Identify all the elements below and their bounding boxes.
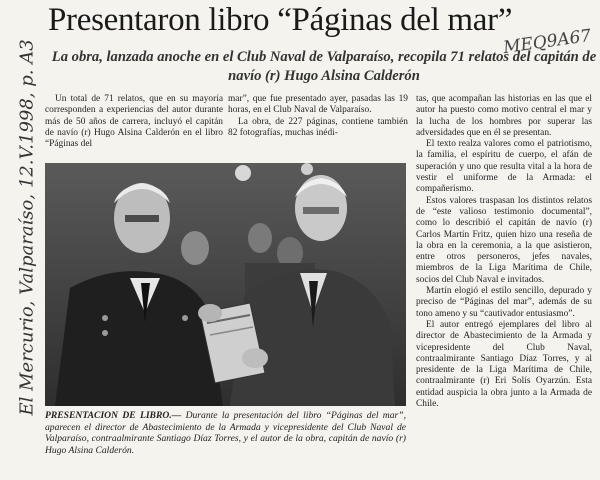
body-paragraph: Un total de 71 relatos, que en su mayoría corresponden a experiencias del autor durante más de 50 años de carrera, incluyó el capitán de navío (r) Hugo Alsina Calderón en el libro “Páginas del (45, 94, 223, 150)
body-paragraph: Estos valores traspasan los distintos relatos de “este valioso testimonio documental”, como lo describió el capitán de navío (r) Carlos Martín Fritz, quien hizo una reseña de la obra en la ceremonia, a la que asistieron, entre otros personeros, jefes navales, miembros de la Liga Marítima de Chile, socios del Club Naval e invitados. (416, 195, 592, 285)
headline: Presentaron libro “Páginas del mar” (48, 2, 513, 38)
body-paragraph: El autor entregó ejemplares del libro al director de Abastecimiento de la Armada y vicepresidente del Club Naval, contraalmirante Santiago Díaz Torres, y al presidente de la Liga Marítima de Chile, contraalmirante (r) Eri Solís Oyarzún. Esta entidad auspicia la obra junto a la Armada de Chile. (416, 319, 592, 410)
handwritten-source-note: El Mercurio, Valparaíso, 12.V.1998, p. A3 (16, 39, 38, 416)
photo-illustration (45, 163, 406, 406)
subheadline: La obra, lanzada anoche en el Club Naval de Valparaíso, recopila 71 relatos del capitán de navío (r) Hugo Alsina Calderón (51, 49, 597, 84)
body-paragraph: tas, que acompañan las historias en las que el autor ha puesto como motivo central el mar y la lucha de los hombres por superar las adversidades que en él se presentan. (416, 94, 592, 138)
body-paragraph: mar”, que fue presentado ayer, pasadas las 19 horas, en el Club Naval de Valparaíso. (228, 94, 408, 116)
column-2 (228, 94, 408, 139)
handwritten-date: MEQ9A67 (502, 25, 593, 59)
column-3 (416, 94, 592, 410)
column-1 (45, 94, 223, 150)
photo-caption (45, 410, 406, 456)
body-paragraph: El texto realza valores como el patriotismo, la familia, el espíritu de cuerpo, el afán de superación y uno que resulta vital a la hora de vestir el uniforme de la Armada: el compañerismo. (416, 139, 592, 195)
caption-text: Durante la presentación del libro “Páginas del mar”, aparecen el director de Abastecimiento de la Armada y vicepresidente del Club Naval de Valparaíso, contraalmirante Santiago Díaz Torres, y el autor de la obra, capitán de navío (r) Hugo Alsina Calderón. (45, 410, 406, 456)
news-photo (45, 163, 406, 406)
body-paragraph: Martín elogió el estilo sencillo, depurado y preciso de “Páginas del mar”, además de su tono ameno y su “cautivador entusiasmo”. (416, 286, 592, 319)
caption-lead: PRESENTACION DE LIBRO.— (45, 410, 182, 421)
body-paragraph: La obra, de 227 páginas, contiene también 82 fotografías, muchas inédi- (228, 116, 408, 138)
